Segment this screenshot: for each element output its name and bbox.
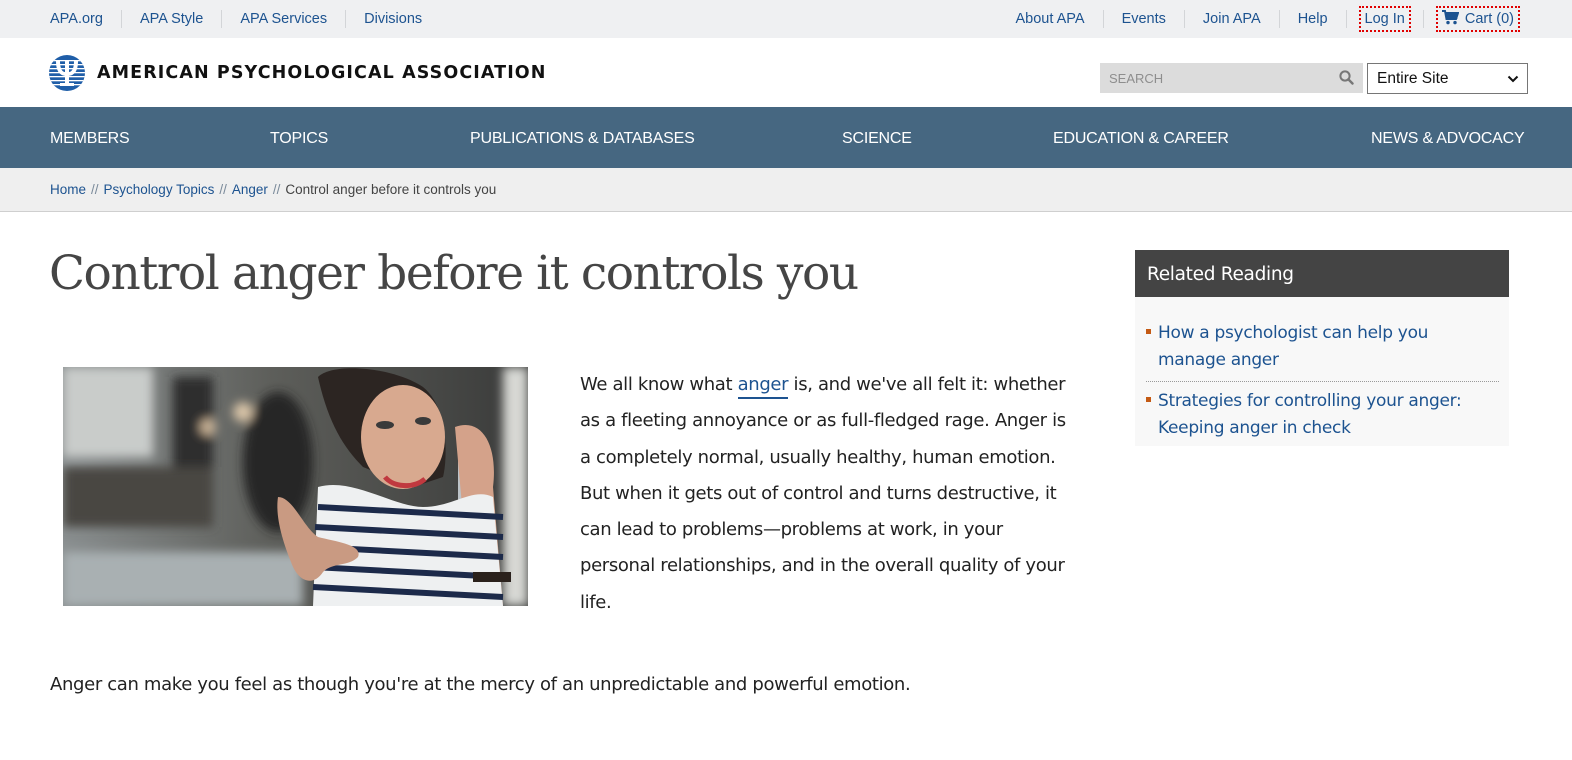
apa-psi-logo-icon <box>49 55 85 91</box>
related-reading-list <box>1135 297 1509 449</box>
related-link-strategies[interactable]: Strategies for controlling your anger: Keeping anger in check <box>1158 391 1462 438</box>
nav-news-advocacy[interactable]: NEWS & ADVOCACY <box>1371 130 1525 147</box>
nav-education-career[interactable]: EDUCATION & CAREER <box>1053 130 1229 147</box>
utility-links-left <box>50 0 440 38</box>
main-nav <box>0 107 1572 168</box>
search-icon[interactable] <box>1339 70 1354 85</box>
search-input[interactable] <box>1100 63 1330 93</box>
breadcrumb-separator: // <box>219 182 227 197</box>
nav-topics[interactable]: TOPICS <box>270 130 329 147</box>
square-bullet-icon <box>1146 329 1151 334</box>
breadcrumb-home[interactable]: Home <box>50 182 87 197</box>
related-reading-panel <box>1135 250 1509 446</box>
breadcrumb-current: Control anger before it controls you <box>285 182 497 197</box>
breadcrumb <box>0 168 1572 212</box>
page-title: Control anger before it controls you <box>49 246 858 301</box>
util-link-join-apa[interactable]: Join APA <box>1184 10 1279 28</box>
search-scope-select[interactable] <box>1367 63 1528 94</box>
intro-text-before: We all know what <box>580 374 738 395</box>
related-reading-item <box>1146 320 1499 381</box>
divider <box>1423 10 1424 28</box>
cart-link[interactable] <box>1440 10 1516 28</box>
util-link-apa-org[interactable]: APA.org <box>50 11 103 27</box>
util-link-about-apa[interactable]: About APA <box>1015 11 1085 27</box>
related-reading-item <box>1146 381 1499 449</box>
scope-selected-value: Entire Site <box>1377 69 1449 87</box>
logo-text: AMERICAN PSYCHOLOGICAL ASSOCIATION <box>97 63 547 83</box>
util-link-divisions[interactable]: Divisions <box>345 10 440 28</box>
intro-paragraph <box>580 367 1080 621</box>
site-logo-link[interactable] <box>49 55 547 91</box>
site-header <box>0 38 1572 107</box>
anger-link[interactable]: anger <box>738 374 789 399</box>
shopping-cart-icon <box>1442 10 1459 25</box>
divider <box>1346 10 1347 28</box>
breadcrumb-trail <box>50 182 496 197</box>
related-reading-title: Related Reading <box>1135 250 1509 297</box>
nav-publications-databases[interactable]: PUBLICATIONS & DATABASES <box>470 130 695 147</box>
utility-bar <box>0 0 1572 38</box>
utility-links-right <box>998 0 1533 38</box>
breadcrumb-separator: // <box>272 182 281 197</box>
body-paragraph: Anger can make you feel as though you're at the mercy of an unpredictable and powerful emotion. <box>50 674 911 695</box>
nav-science[interactable]: SCIENCE <box>842 130 912 147</box>
util-link-events[interactable]: Events <box>1103 10 1184 28</box>
util-link-apa-services[interactable]: APA Services <box>221 10 345 28</box>
chevron-down-icon <box>1507 75 1519 83</box>
util-link-apa-style[interactable]: APA Style <box>121 10 221 28</box>
breadcrumb-separator: // <box>91 182 99 197</box>
article-hero-image <box>63 367 528 606</box>
related-link-psychologist-help[interactable]: How a psychologist can help you manage anger <box>1158 323 1429 370</box>
breadcrumb-psychology-topics[interactable]: Psychology Topics <box>103 182 215 197</box>
login-link[interactable]: Log In <box>1364 11 1405 27</box>
search-box <box>1100 63 1363 93</box>
util-link-help[interactable]: Help <box>1279 10 1346 28</box>
intro-text-after: is, and we've all felt it: whether as a fleeting annoyance or as full-fledged rage. Anger is a completely normal, usually healthy, human emotion. But when it gets out of control and turns destructive, it can lead to problems—problems at work, in your personal relationships, and in the overall quality of your life. <box>580 374 1066 613</box>
square-bullet-icon <box>1146 397 1151 402</box>
hero-photo-illustration <box>63 367 528 606</box>
cart-label: Cart (0) <box>1464 11 1514 27</box>
breadcrumb-anger[interactable]: Anger <box>231 182 268 197</box>
nav-members[interactable]: MEMBERS <box>50 130 130 147</box>
